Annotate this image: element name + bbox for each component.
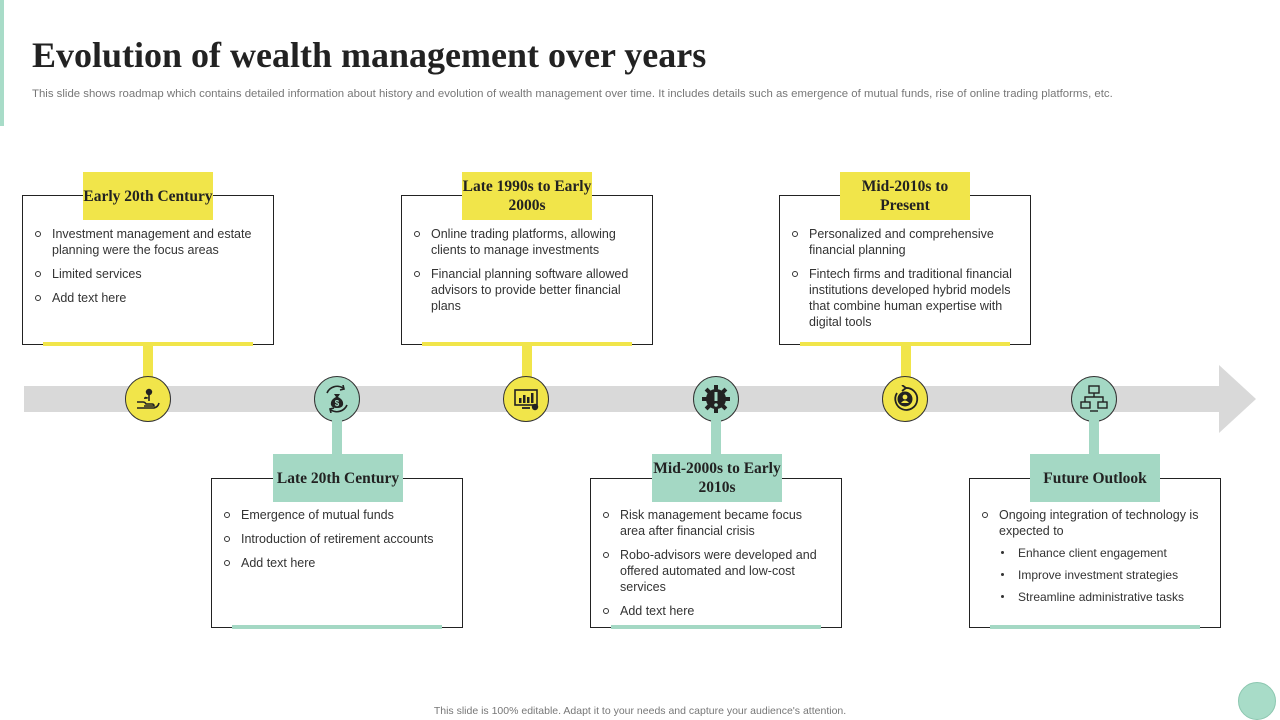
milestone-node [503,376,549,422]
milestone-item: Introduction of retirement accounts [224,531,448,547]
milestone-subitem: Streamline administrative tasks [999,589,1206,605]
connector-stem [711,420,721,456]
milestone-items [603,507,827,627]
milestone-label-late-20th-century: Late 20th Century [273,454,403,502]
milestone-items [982,507,1206,613]
page-title: Evolution of wealth management over years [32,35,707,75]
milestone-item: Robo-advisors were developed and offered automated and low-cost services [603,547,827,595]
milestone-item: Investment management and estate planning were the focus areas [35,226,259,258]
milestone-items [224,507,448,579]
timeline-track [24,386,1220,412]
page-subtitle: This slide shows roadmap which contains detailed information about history and evolution of wealth management over time. It includes details such as emergence of mutual funds, rise of online trading platforms, etc. [32,88,1113,100]
milestone-item [982,507,1206,605]
accent-bar [0,0,4,126]
timeline-arrowhead [1219,365,1256,433]
milestone-node [693,376,739,422]
connector-stem [522,345,532,377]
card-underline [232,625,442,629]
milestone-label-early-20th-century: Early 20th Century [83,172,213,220]
card-underline [611,625,821,629]
connector-stem [1089,420,1099,456]
connector-stem [901,345,911,377]
milestone-item: Personalized and comprehensive financial planning [792,226,1016,258]
milestone-items [35,226,259,314]
milestone-item: Risk management became focus area after financial crisis [603,507,827,539]
milestone-item: Online trading platforms, allowing clients to manage investments [414,226,638,258]
milestone-node [882,376,928,422]
milestone-label-future-outlook: Future Outlook [1030,454,1160,502]
card-underline [990,625,1200,629]
milestone-label-late-1990s: Late 1990s to Early 2000s [462,172,592,220]
svg-text:$: $ [334,399,340,408]
milestone-item: Add text here [224,555,448,571]
milestone-item: Emergence of mutual funds [224,507,448,523]
milestone-label-mid-2010s: Mid-2010s to Present [840,172,970,220]
milestone-subitem: Improve investment strategies [999,567,1206,583]
milestone-item: Financial planning software allowed advisors to provide better financial plans [414,266,638,314]
milestone-item: Add text here [603,603,827,619]
milestone-item: Limited services [35,266,259,282]
milestone-item: Fintech firms and traditional financial institutions developed hybrid models that combine human expertise with digital tools [792,266,1016,330]
milestone-node [1071,376,1117,422]
milestone-items [792,226,1016,338]
milestone-label-mid-2000s: Mid-2000s to Early 2010s [652,454,782,502]
trading-dashboard-icon [513,386,539,412]
gear-warning-icon [701,384,731,414]
hand-plant-money-icon [135,386,161,412]
corner-decoration [1238,682,1276,720]
user-gear-cycle-icon [891,385,919,413]
milestone-node [125,376,171,422]
milestone-subitems [999,545,1206,605]
connector-stem [332,420,342,456]
milestone-subitem: Enhance client engagement [999,545,1206,561]
footer-note: This slide is 100% editable. Adapt it to your needs and capture your audience's attention. [433,705,847,717]
connector-stem [143,345,153,377]
network-devices-icon [1079,384,1109,414]
milestone-item-text: Ongoing integration of technology is expected to [999,508,1199,538]
milestone-node [314,376,360,422]
milestone-items [414,226,638,322]
milestone-item: Add text here [35,290,259,306]
money-bag-arrows-icon [323,385,351,413]
